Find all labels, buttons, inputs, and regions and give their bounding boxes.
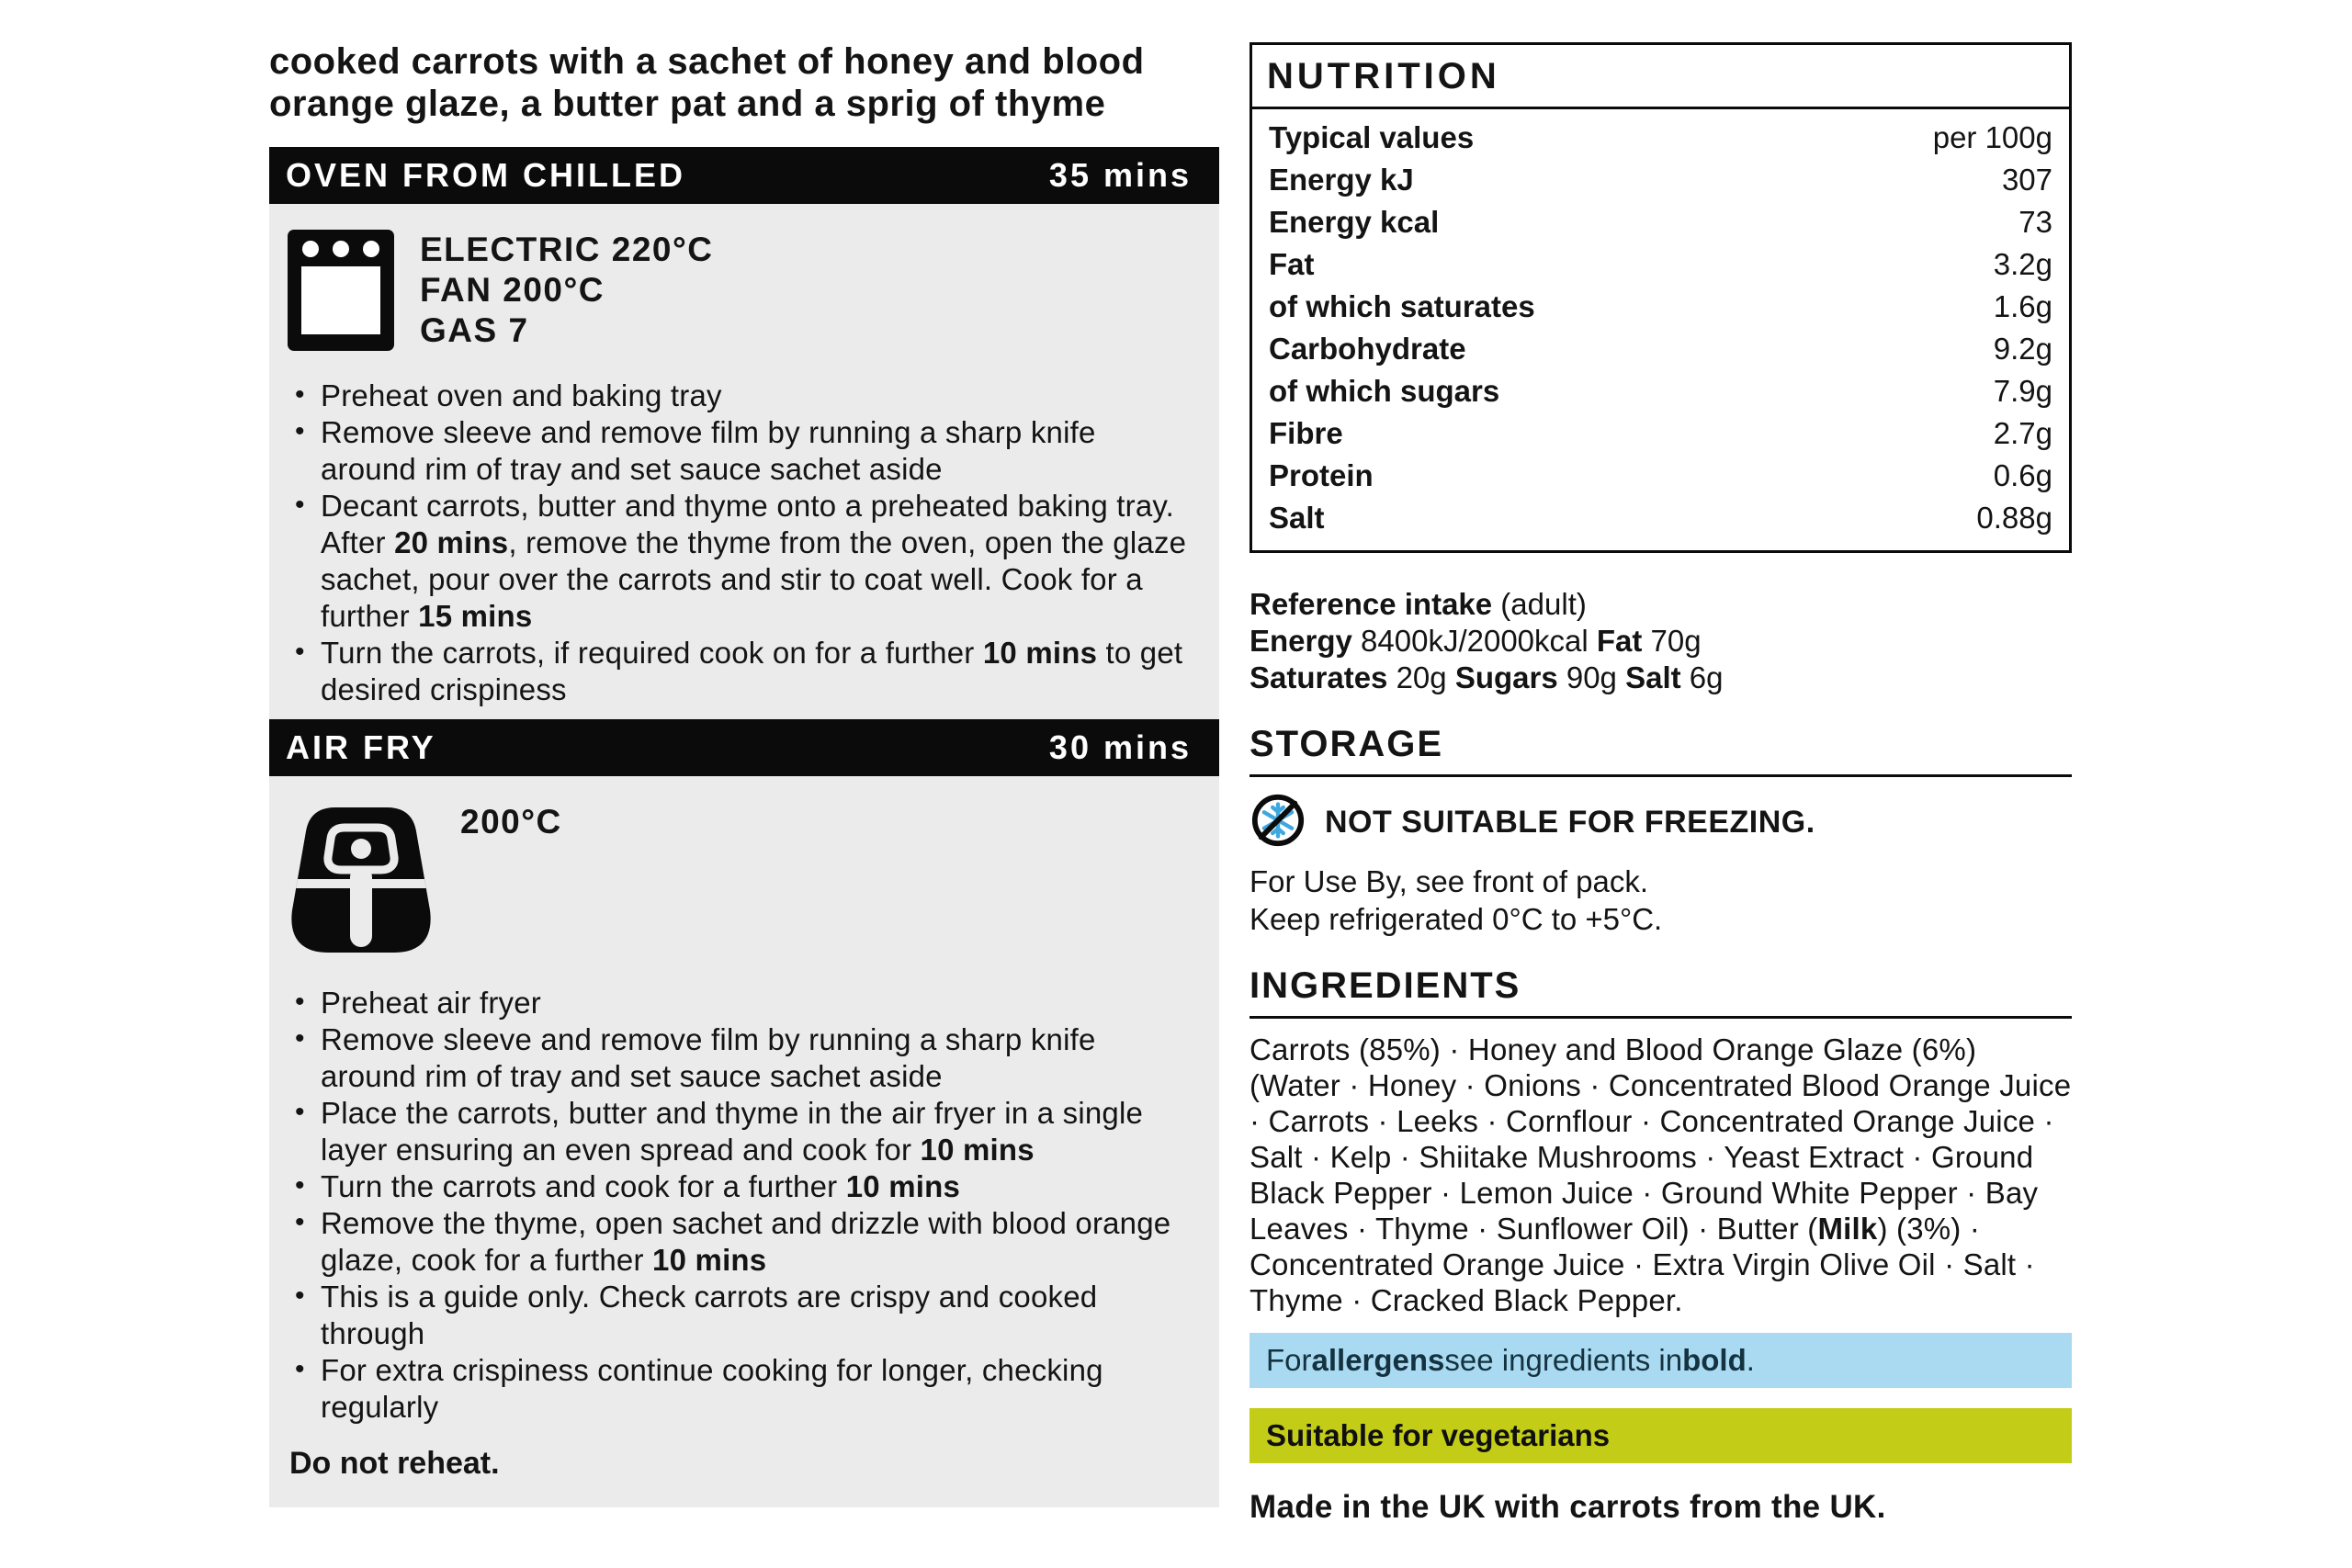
nutrition-row — [1269, 117, 2052, 159]
product-description: cooked carrots with a sachet of honey and blood orange glaze, a butter pat and a sprig of thyme — [269, 41, 1145, 124]
oven-steps-list — [288, 378, 1199, 708]
air-fryer-icon — [288, 802, 435, 963]
vegetarian-banner: Suitable for vegetarians — [1250, 1408, 2072, 1463]
nutrition-row — [1269, 286, 2052, 328]
oven-step: • Remove sleeve and remove film by running a sharp knife around rim of tray and set sauce sachet aside — [293, 414, 1199, 488]
air-fry-step: • Preheat air fryer — [293, 985, 1199, 1021]
ingredients-title: INGREDIENTS — [1250, 965, 1521, 1006]
reference-intake — [1250, 586, 2072, 696]
allergen-banner: For allergens see ingredients in bold . — [1250, 1333, 2072, 1388]
oven-setting-electric: ELECTRIC 220°C — [420, 231, 714, 268]
nutrition-value: 2.7g — [1993, 416, 2052, 450]
storage-divider — [1250, 774, 2072, 777]
product-info-column — [1250, 42, 2072, 1526]
no-freezing-icon — [1250, 792, 1306, 853]
nutrition-label: of which sugars — [1269, 374, 1500, 408]
air-fry-step: • For extra crispiness continue cooking for longer, checking regularly — [293, 1352, 1199, 1426]
refrigeration-note: Keep refrigerated 0°C to +5°C. — [1250, 902, 1663, 936]
nutrition-value: 73 — [2018, 205, 2052, 239]
oven-icon — [288, 230, 394, 355]
air-fry-instructions-panel — [269, 776, 1219, 1507]
nutrition-label: of which saturates — [1269, 289, 1535, 323]
nutrition-value: 307 — [2001, 163, 2052, 197]
nutrition-row — [1269, 370, 2052, 412]
oven-settings — [420, 230, 714, 355]
oven-section-header — [269, 147, 1219, 204]
nutrition-value: 9.2g — [1993, 332, 2052, 366]
air-fry-section-title: AIR FRY — [286, 728, 436, 766]
air-fry-section-header — [269, 719, 1219, 776]
nutrition-row — [1269, 412, 2052, 455]
air-fryer-settings-row — [288, 802, 1199, 963]
origin-statement: Made in the UK with carrots from the UK. — [1250, 1489, 1886, 1525]
nutrition-label: Energy kJ — [1269, 163, 1414, 197]
freezing-warning-row — [1250, 792, 2072, 853]
storage-title: STORAGE — [1250, 724, 1444, 764]
reference-intake-line: Saturates 20g Sugars 90g Salt 6g — [1250, 660, 1724, 694]
air-fry-steps-list — [288, 985, 1199, 1426]
nutrition-label: Protein — [1269, 458, 1374, 492]
nutrition-label: Typical values — [1269, 120, 1475, 154]
air-fryer-temperature: 200°C — [460, 803, 562, 840]
air-fry-section-time: 30 mins — [1048, 728, 1192, 766]
air-fry-step: • Remove sleeve and remove film by running a sharp knife around rim of tray and set sauce sachet aside — [293, 1021, 1199, 1095]
nutrition-value: per 100g — [1932, 120, 2052, 154]
ingredients-text: Carrots (85%) · Honey and Blood Orange Glaze (6%) (Water · Honey · Onions · Concentrated Blood Orange Juice · Carrots · Leeks · Cornflour · Concentrated Orange Juice · Salt · Kelp · Shiitake Mushrooms · Yeast Extract · Ground Black Pepper · Lemon Juice · Ground White Pepper · Bay Leaves · Thyme · Sunflower Oil) · Butter (Milk) (3%) · Concentrated Orange Juice · Extra Virgin Olive Oil · Salt · Thyme · Cracked Black Pepper. — [1250, 1032, 2072, 1317]
nutrition-value: 7.9g — [1993, 374, 2052, 408]
oven-section-time: 35 mins — [1048, 156, 1192, 194]
nutrition-row — [1269, 328, 2052, 370]
oven-instructions-panel — [269, 204, 1219, 719]
nutrition-value: 0.6g — [1993, 458, 2052, 492]
nutrition-table — [1250, 42, 2072, 553]
nutrition-value: 1.6g — [1993, 289, 2052, 323]
nutrition-label: Fibre — [1269, 416, 1343, 450]
use-by-note: For Use By, see front of pack. — [1250, 864, 1649, 898]
air-fry-step: • Remove the thyme, open sachet and drizzle with blood orange glaze, cook for a further 10 mins — [293, 1205, 1199, 1279]
freezing-warning: NOT SUITABLE FOR FREEZING. — [1325, 805, 1815, 840]
nutrition-label: Energy kcal — [1269, 205, 1440, 239]
oven-step: • Turn the carrots, if required cook on for a further 10 mins to get desired crispiness — [293, 635, 1199, 708]
nutrition-title: NUTRITION — [1252, 45, 2069, 109]
air-fry-step: • Turn the carrots and cook for a further 10 mins — [293, 1168, 1199, 1205]
oven-setting-fan: FAN 200°C — [420, 271, 605, 309]
do-not-reheat-warning: Do not reheat. — [289, 1446, 500, 1481]
nutrition-row — [1269, 455, 2052, 497]
oven-settings-row — [288, 230, 1199, 355]
nutrition-row — [1269, 243, 2052, 286]
ingredients-divider — [1250, 1016, 2072, 1019]
oven-section-title: OVEN FROM CHILLED — [286, 156, 685, 194]
air-fry-step: • Place the carrots, butter and thyme in the air fryer in a single layer ensuring an even spread and cook for 10 mins — [293, 1095, 1199, 1168]
air-fry-step: • This is a guide only. Check carrots are crispy and cooked through — [293, 1279, 1199, 1352]
oven-step: • Preheat oven and baking tray — [293, 378, 1199, 414]
oven-setting-gas: GAS 7 — [420, 311, 529, 349]
oven-step: • Decant carrots, butter and thyme onto a preheated baking tray. After 20 mins, remove the thyme from the oven, open the glaze sachet, pour over the carrots and stir to coat well. Cook for a further 15 mins — [293, 488, 1199, 635]
nutrition-label: Fat — [1269, 247, 1315, 281]
nutrition-rows — [1252, 109, 2069, 550]
nutrition-row — [1269, 201, 2052, 243]
reference-intake-line: Energy 8400kJ/2000kcal Fat 70g — [1250, 624, 1702, 658]
nutrition-value: 0.88g — [1976, 501, 2052, 535]
nutrition-row — [1269, 159, 2052, 201]
cooking-instructions-column — [269, 40, 1219, 1507]
nutrition-label: Carbohydrate — [1269, 332, 1466, 366]
nutrition-row — [1269, 497, 2052, 539]
nutrition-label: Salt — [1269, 501, 1325, 535]
reference-intake-line: Reference intake (adult) — [1250, 587, 1587, 621]
nutrition-value: 3.2g — [1993, 247, 2052, 281]
